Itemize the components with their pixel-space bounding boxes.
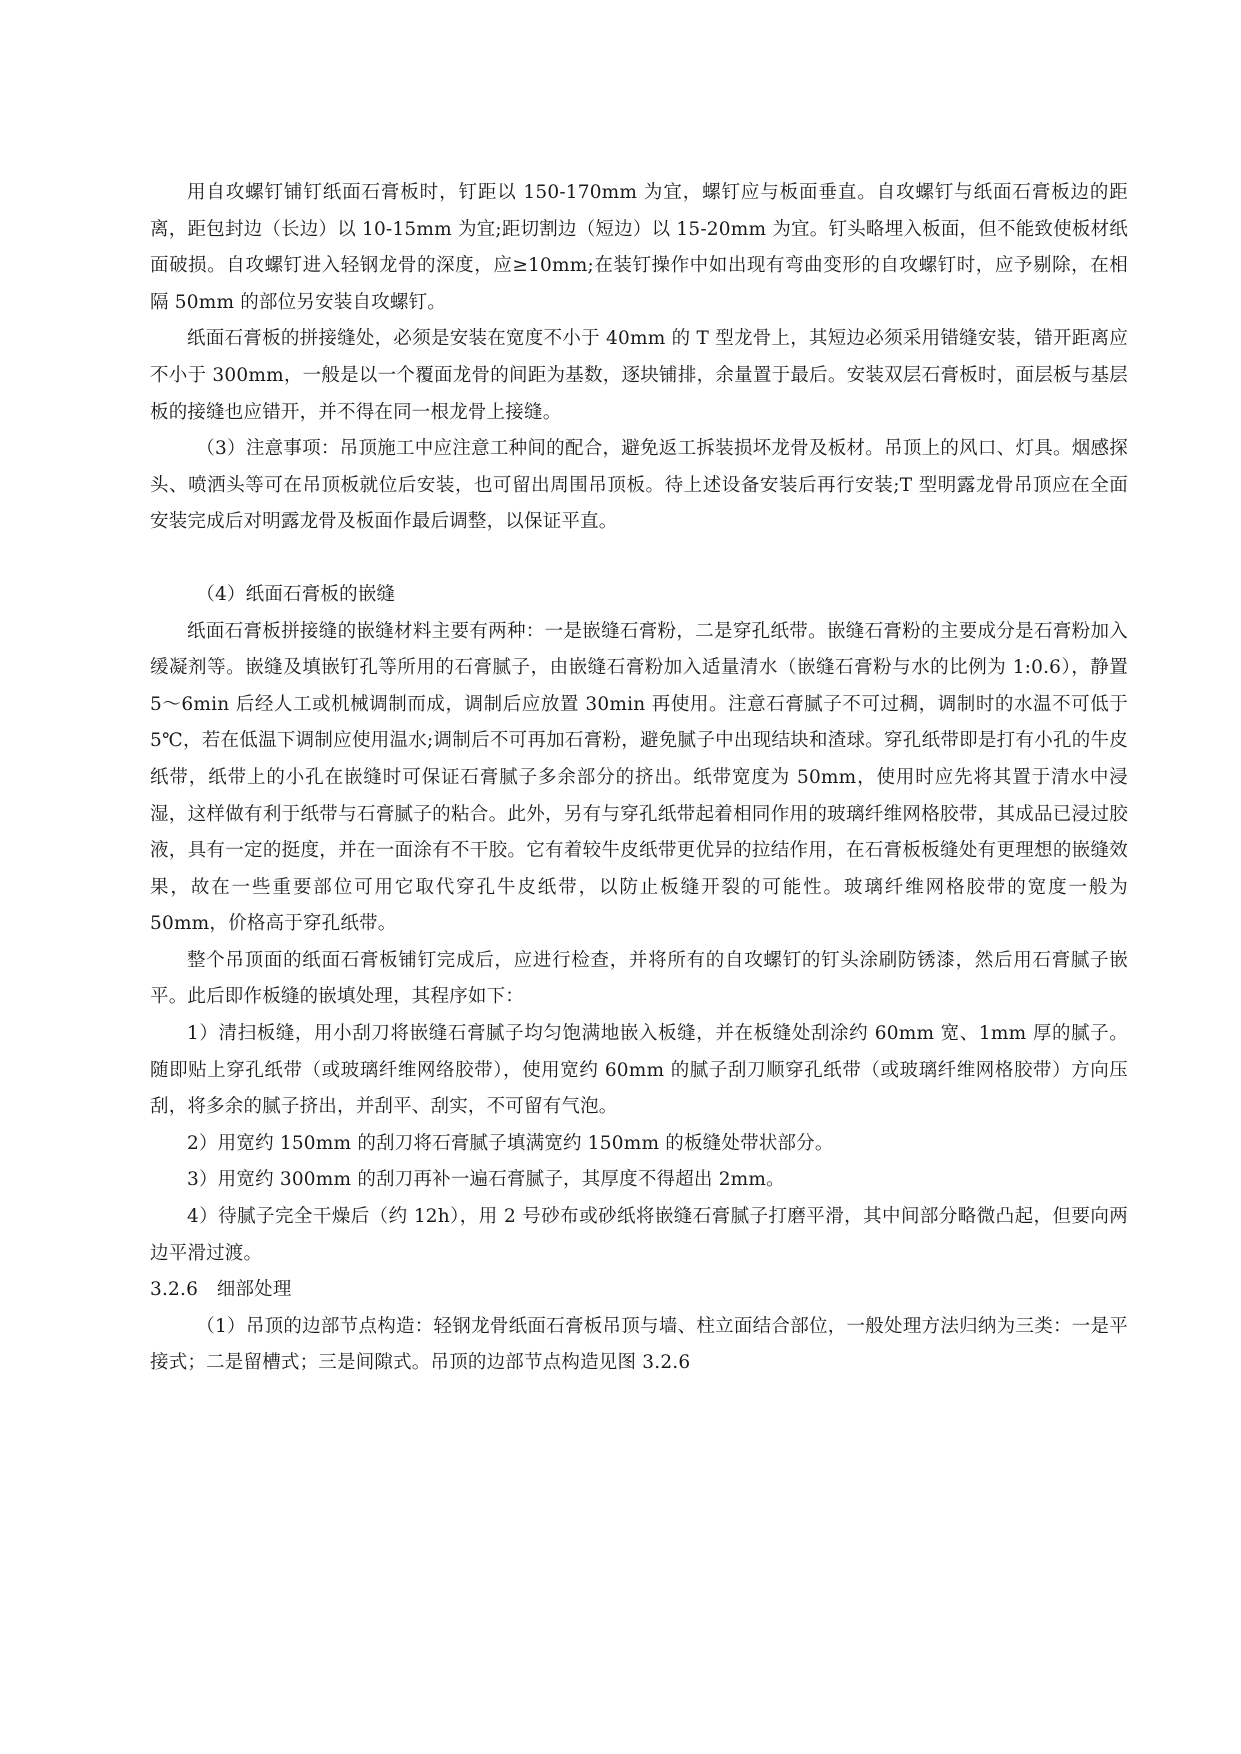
- blank-line: [150, 541, 1128, 577]
- paragraph-screw-fixing: 用自攻螺钉铺钉纸面石膏板时，钉距以 150-170mm 为宜，螺钉应与板面垂直。自攻螺钉与纸面石膏板边的距离，距包封边（长边）以 10-15mm 为宜;距切割边（短边）以 15-20mm 为宜。钉头略埋入板面，但不能致使板材纸面破损。自攻螺钉进入轻钢龙骨的深度，应≥10mm;在装钉操作中如出现有弯曲变形的自攻螺钉时，应予剔除，在相隔 50mm 的部位另安装自攻螺钉。: [150, 182, 1128, 313]
- step-3: 3）用宽约 300mm 的刮刀再补一遍石膏腻子，其厚度不得超出 2mm。: [187, 1169, 785, 1191]
- section-heading-jointing: （4）纸面石膏板的嵌缝: [196, 583, 396, 605]
- step-2: 2）用宽约 150mm 的刮刀将石膏腻子填满宽约 150mm 的板缝处带状部分。: [187, 1132, 834, 1154]
- document-page: [150, 175, 1128, 1382]
- paragraph-edge-node: （1）吊顶的边部节点构造：轻钢龙骨纸面石膏板吊顶与墙、柱立面结合部位，一般处理方法归纳为三类：一是平接式；二是留槽式；三是间隙式。吊顶的边部节点构造见图 3.2.6: [150, 1315, 1128, 1374]
- paragraph-joint-layout: 纸面石膏板的拼接缝处，必须是安装在宽度不小于 40mm 的 T 型龙骨上，其短边必须采用错缝安装，错开距离应不小于 300mm，一般是以一个覆面龙骨的间距为基数，逐块铺排，余量置于最后。安装双层石膏板时，面层板与基层板的接缝也应错开，并不得在同一根龙骨上接缝。: [150, 328, 1128, 423]
- section-heading-details: 3.2.6 细部处理: [150, 1279, 292, 1301]
- paragraph-inspection: 整个吊顶面的纸面石膏板铺钉完成后，应进行检查，并将所有的自攻螺钉的钉头涂刷防锈漆，然后用石膏腻子嵌平。此后即作板缝的嵌填处理，其程序如下：: [150, 949, 1128, 1008]
- paragraph-precautions: （3）注意事项：吊顶施工中应注意工种间的配合，避免返工拆装损坏龙骨及板材。吊顶上的风口、灯具。烟感探头、喷洒头等可在吊顶板就位后安装，也可留出周围吊顶板。待上述设备安装后再行安装;T 型明露龙骨吊顶应在全面安装完成后对明露龙骨及板面作最后调整，以保证平直。: [150, 438, 1128, 533]
- step-1: 1）清扫板缝，用小刮刀将嵌缝石膏腻子均匀饱满地嵌入板缝，并在板缝处刮涂约 60mm 宽、1mm 厚的腻子。随即贴上穿孔纸带（或玻璃纤维网络胶带），使用宽约 60mm 的腻子刮刀顺穿孔纸带（或玻璃纤维网格胶带）方向压刮，将多余的腻子挤出，并刮平、刮实，不可留有气泡。: [150, 1023, 1128, 1118]
- paragraph-jointing-materials: 纸面石膏板拼接缝的嵌缝材料主要有两种：一是嵌缝石膏粉，二是穿孔纸带。嵌缝石膏粉的主要成分是石膏粉加入缓凝剂等。嵌缝及填嵌钉孔等所用的石膏腻子，由嵌缝石膏粉加入适量清水（嵌缝石膏粉与水的比例为 1:0.6），静置 5～6min 后经人工或机械调制而成，调制后应放置 30min 再使用。注意石膏腻子不可过稠，调制时的水温不可低于 5℃，若在低温下调制应使用温水;调制后不可再加石膏粉，避免腻子中出现结块和渣球。穿孔纸带即是打有小孔的牛皮纸带，纸带上的小孔在嵌缝时可保证石膏腻子多余部分的挤出。纸带宽度为 50mm，使用时应先将其置于清水中浸湿，这样做有利于纸带与石膏腻子的粘合。此外，另有与穿孔纸带起着相同作用的玻璃纤维网格胶带，其成品已浸过胶液，具有一定的挺度，并在一面涂有不干胶。它有着较牛皮纸带更优异的拉结作用，在石膏板板缝处有更理想的嵌缝效果，故在一些重要部位可用它取代穿孔牛皮纸带，以防止板缝开裂的可能性。玻璃纤维网格胶带的宽度一般为 50mm，价格高于穿孔纸带。: [150, 620, 1128, 935]
- step-4: 4）待腻子完全干燥后（约 12h），用 2 号砂布或砂纸将嵌缝石膏腻子打磨平滑，其中间部分略微凸起，但要向两边平滑过渡。: [150, 1206, 1128, 1264]
